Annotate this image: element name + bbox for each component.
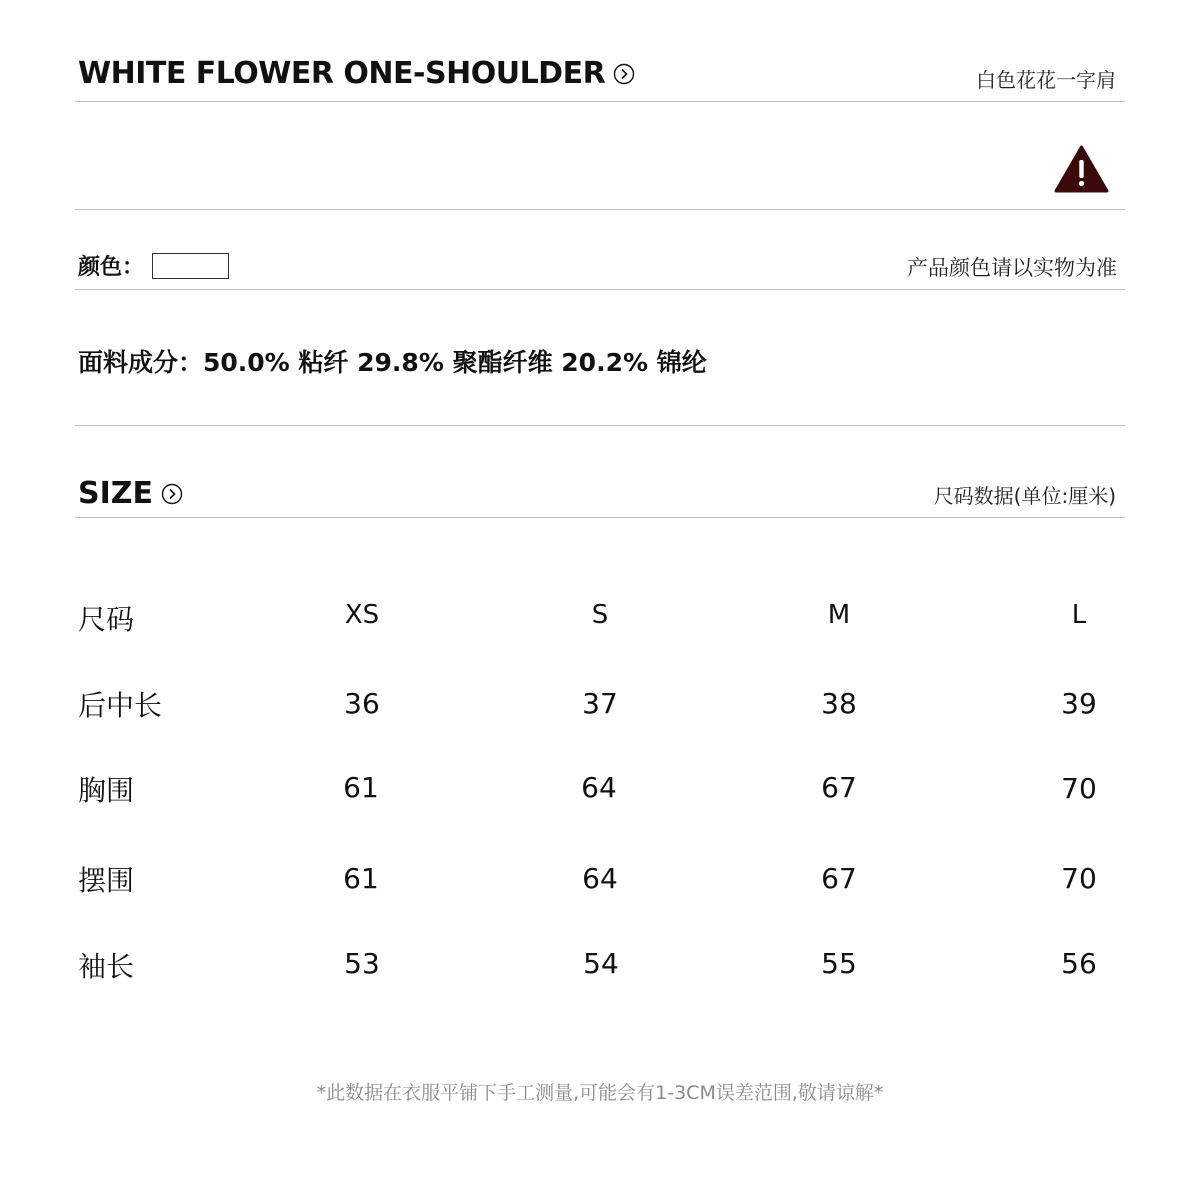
measurement-disclaimer: *此数据在衣服平铺下手工测量,可能会有1-3CM误差范围,敬请谅解* — [316, 1082, 884, 1104]
fabric-composition: 面料成分：50.0% 粘纤 29.8% 聚酯纤维 20.2% 锦纶 — [78, 348, 707, 377]
measurement-value: 70 — [1061, 862, 1097, 895]
product-title-row — [78, 56, 635, 91]
measurement-value: 38 — [821, 687, 857, 720]
divider — [75, 289, 1125, 290]
size-column-header: S — [591, 600, 609, 630]
measurement-value: 64 — [581, 771, 617, 804]
divider — [75, 425, 1125, 426]
size-column-header: XS — [344, 600, 380, 630]
measurement-label: 胸围 — [78, 774, 135, 807]
measurement-value: 55 — [821, 947, 857, 980]
circle-chevron-right-icon — [161, 483, 183, 505]
size-header-label: 尺码 — [78, 603, 135, 636]
product-title: WHITE FLOWER ONE-SHOULDER — [78, 56, 606, 91]
divider — [75, 101, 1125, 102]
measurement-value: 36 — [344, 687, 380, 720]
measurement-label: 摆围 — [78, 864, 135, 897]
color-swatch — [152, 253, 229, 279]
measurement-value: 56 — [1061, 947, 1097, 980]
measurement-value: 54 — [583, 947, 619, 980]
product-subtitle: 白色花花一字肩 — [976, 68, 1116, 92]
measurement-value: 67 — [821, 862, 857, 895]
size-unit-note: 尺码数据(单位:厘米) — [933, 484, 1116, 508]
measurement-value: 64 — [582, 862, 618, 895]
circle-chevron-right-icon — [613, 63, 635, 85]
divider — [75, 517, 1125, 518]
measurement-value: 67 — [821, 771, 857, 804]
measurement-label: 后中长 — [78, 689, 163, 722]
measurement-value: 61 — [343, 771, 379, 804]
size-column-header: L — [1071, 600, 1087, 630]
size-title: SIZE — [78, 476, 154, 511]
warning-icon — [1054, 145, 1109, 193]
measurement-value: 61 — [343, 862, 379, 895]
size-column-header: M — [827, 600, 851, 630]
color-note: 产品颜色请以实物为准 — [907, 256, 1117, 280]
size-title-row — [78, 476, 183, 511]
measurement-label: 袖长 — [78, 950, 135, 983]
measurement-value: 53 — [344, 947, 380, 980]
color-row — [78, 250, 229, 281]
color-label: 颜色： — [78, 255, 145, 280]
measurement-value: 37 — [582, 687, 618, 720]
divider — [75, 209, 1125, 210]
measurement-value: 70 — [1061, 772, 1097, 805]
measurement-value: 39 — [1061, 687, 1097, 720]
